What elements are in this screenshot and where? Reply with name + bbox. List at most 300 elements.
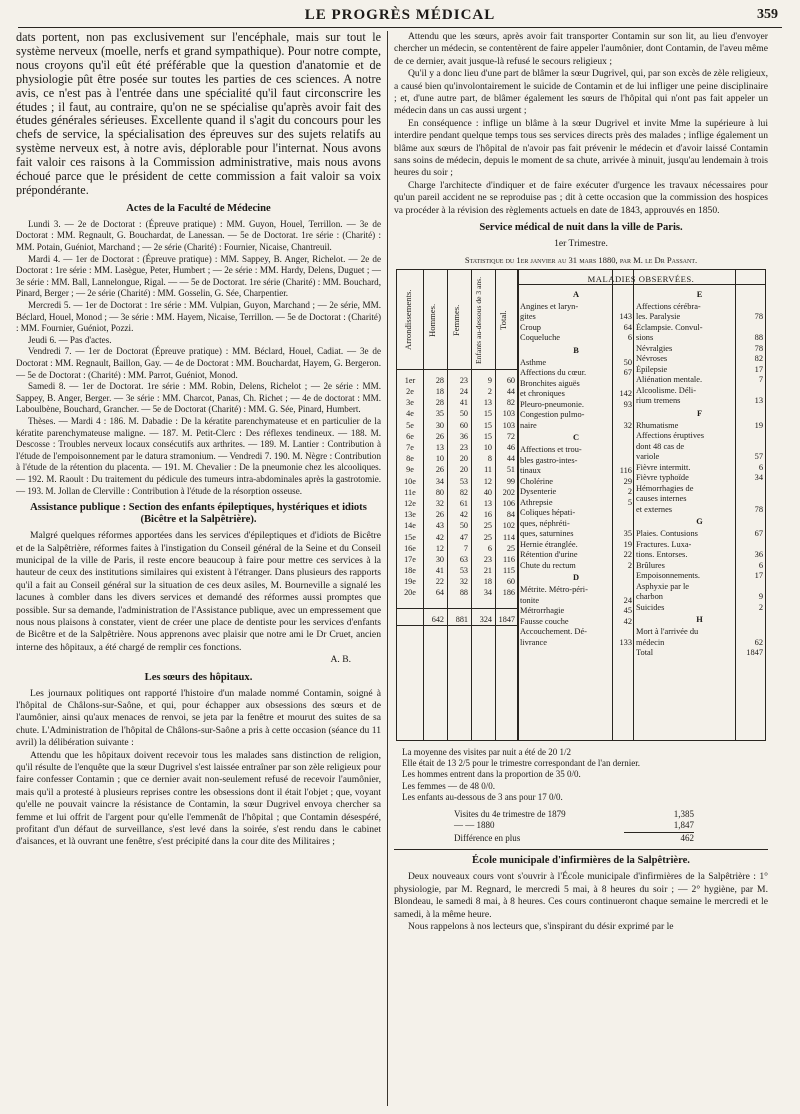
maladie-section-letter: E <box>696 289 703 299</box>
maladie-count: 78 <box>754 343 763 353</box>
maladie-label: ques, saturnines <box>520 529 574 539</box>
maladie-count: 17 <box>754 364 763 374</box>
maladie-label: Asphyxie par le <box>636 581 690 591</box>
maladie-row <box>520 358 632 369</box>
total-cell: 46 <box>506 443 515 453</box>
maladie-row <box>520 487 632 498</box>
enfants-cell: 15 <box>483 431 492 441</box>
enfants-cell: 18 <box>483 577 492 587</box>
maladie-label: Aliénation mentale. <box>636 375 703 385</box>
maladie-row <box>636 302 763 313</box>
total-cell: 186 <box>502 588 515 598</box>
hommes-cell: 12 <box>435 543 444 553</box>
actes-heading: Actes de la Faculté de Médecine <box>126 202 271 214</box>
maladie-label: Hémorrhagies de <box>636 483 694 493</box>
maladie-label: Rétention d'urine <box>520 550 578 560</box>
maladie-row <box>636 592 763 603</box>
maladie-count: 22 <box>623 550 632 560</box>
maladie-count: 1847 <box>746 648 763 658</box>
maladie-count: 17 <box>754 571 763 581</box>
maladie-count: 143 <box>619 312 632 322</box>
maladie-section-letter: B <box>573 345 579 355</box>
soeurs-heading: Les sœurs des hôpitaux. <box>144 671 253 683</box>
header-rule <box>18 27 782 28</box>
maladie-row <box>520 519 632 530</box>
maladie-section-letter: F <box>696 408 703 418</box>
femmes-cell: 61 <box>459 498 468 508</box>
maladie-label: tinaux <box>520 466 541 476</box>
arrondissement-cell: 8e <box>406 454 414 464</box>
arrondissement-cell: 13e <box>404 510 416 520</box>
maladie-count: 35 <box>623 529 632 539</box>
arrondissement-cell: 11e <box>404 487 416 497</box>
service-subtitle: 1er Trimestre. <box>554 238 608 250</box>
maladie-label: livrance <box>520 637 547 647</box>
actes-lundi: Lundi 3. — 2e de Doctorat : (Épreuve pratique) : MM. Guyon, Houel, Terrillon. — 3e de Doctorat : MM. Regnault, G. Bouchardat, de Lanessan. — 5e de Doctorat. 1re série : (Charité) : MM. Potain, Guéniot, Marchand ; — 2e série (Charité) : Fournier, Nicaise, Chantreuil. <box>16 218 381 253</box>
maladie-row <box>520 445 632 456</box>
maladie-label: Bronchites aiguës <box>520 378 580 388</box>
maladie-row <box>520 561 632 572</box>
enfants-cell: 13 <box>483 398 492 408</box>
enfants-cell: 21 <box>483 566 492 576</box>
hommes-cell: 22 <box>435 577 444 587</box>
maladie-row <box>636 561 763 572</box>
maladie-label: Coliques hépati- <box>520 508 576 518</box>
actes-theses: Thèses. — Mardi 4 : 186. M. Dabadie : De la kératite parenchymateuse et en particulier de la kératite parenchymateuse maligne. — 187. M. Petit-Clerc : Des réflexes tendineux. — 188. M. Descosse : Troubles nerveux locaux consécutifs aux arthrites. — 189. M. Lantier : Contribution à l'étude de l'empoisonnement par le datura stramonium. — Vendredi 7. 190. M. Nègre : Contribution à l'étude de la rétention du placenta. — 191. M. Chevalier : De la pneumonie chez les alcooliques. — 192. M. Raoult : Du traitement du pédicule des tumeurs intra-abdominales après la gastrotomie. — 193. M. Jollan de Clerville : Contribution à l'étude de la résorption osseuse. <box>16 415 381 496</box>
maladie-label: tions. Entorses. <box>636 550 688 560</box>
femmes-cell: 47 <box>459 532 468 542</box>
maladie-row <box>636 494 763 505</box>
maladie-row <box>520 312 632 323</box>
visits-value: 1,847 <box>673 820 694 831</box>
hommes-cell: 30 <box>435 554 444 564</box>
maladie-row <box>520 323 632 334</box>
consequence-paragraph: En conséquence : inflige un blâme à la sœur Dugrivel et invite Mme la supérieure à lui interdire pendant quelque temps tous ses services directs près des malades ; inflige également un blâme aux sœurs de l'hôpital de n'avoir pas fait prévenir le médecin et d'avoir laissé Contamin sans soins de médecin, depuis le moment de sa chute, arrivée à minuit, jusqu'au lendemain à trois heures du soir ; <box>394 117 768 179</box>
maladie-section-letter: A <box>572 289 580 299</box>
maladie-label: Chute du rectum <box>520 560 576 570</box>
enfants-cell: 15 <box>483 420 492 430</box>
maladie-label: Affections cérébra- <box>636 301 701 311</box>
maladie-label: médecin <box>636 637 665 647</box>
maladie-count: 2 <box>627 487 632 497</box>
hommes-cell: 30 <box>435 420 444 430</box>
maladie-label: variole <box>636 452 660 462</box>
femmes-cell: 88 <box>459 588 468 598</box>
femmes-column <box>449 375 468 599</box>
enfants-cell: 16 <box>483 510 492 520</box>
total-column <box>496 375 515 599</box>
maladie-count: 2 <box>758 602 763 612</box>
maladie-count: 133 <box>619 637 632 647</box>
maladie-count: 88 <box>754 333 763 343</box>
architecte-paragraph: Charge l'architecte d'indiquer et de faire exécuter d'urgence les travaux nécessaires pour qu'un pareil accident ne se reproduise pas ; dit à cette occasion que la commission des hospices va procéder à la révision des règlements actuels en date de 1843, approuvés en 1850. <box>394 179 768 216</box>
total-cell: 44 <box>506 387 515 397</box>
maladie-label: Empoisonnements. <box>636 571 700 581</box>
ecole-heading: École municipale d'infirmières de la Salpêtrière. <box>472 855 690 867</box>
maladie-row <box>520 389 632 400</box>
visits-value: 1,385 <box>673 808 694 819</box>
total-cell: 72 <box>506 431 515 441</box>
page-header <box>18 4 782 26</box>
maladie-row <box>636 529 763 540</box>
service-heading: Service médical de nuit dans la ville de Paris. <box>479 222 683 234</box>
maladie-count: 7 <box>758 375 763 385</box>
maladie-label: Pleuro-pneumonie. <box>520 399 584 409</box>
soeurs-paragraph-2: Attendu que les hôpitaux doivent recevoir tous les malades sans distinction de religion, qu'il résulte de l'enquête que la sœur Dugrivel s'est laissée entraîner par son zèle religieux pour faire confesser Contamin ; que ce dernier avait non-seulement refusé de recevoir l'aumônier, mais qu'il a protesté à plusieurs reprises contre les obsessions dont il était l'objet ; que, voyant qu'elle ne pouvait vaincre la résistance de Contamin, la sœur Dugrivel envoya chercher sa femme et lui offrit de l'argent pour qu'elle l'emmenât de l'hôpital ; que Contamin désespéré, profitant d'un défaut de surveillance, s'est levé dans la soirée, s'est rendu dans le cabinet d'aisances, et là ouvrant une fenêtre, s'est précipité dans la cour dite des Militaires ; <box>16 749 381 848</box>
enfants-cell: 13 <box>483 498 492 508</box>
page-number: 359 <box>757 7 778 22</box>
summary-line <box>402 747 760 758</box>
visits-label: Différence en plus <box>454 832 521 843</box>
maladie-label: Métrorrhagie <box>520 606 565 616</box>
assistance-paragraph: Malgré quelques réformes apportées dans les services d'épileptiques et d'idiots de Bicêtre et de la Salpêtrière, réformes faites à l'instigation du Conseil général de la Seine et du Conseil municipal de la ville de Paris, il reste encore beaucoup à faire pour mettre ces services à la hauteur de ceux des institutions similaires qui existent à l'étranger. Dans plusieurs des rapports qu'il a fait au Conseil général sur la situation de ces deux asiles, M. Bourneville a signalé les lacunes à combler dans les divers services et demandé des réformes aussi promptes que possible. Sur sa demande, l'administration de l'Assistance publique, avec un empressement que nous nous plaisons à constater, vient de créer une place de dentiste pour les services d'enfants de Bicêtre et de la Salpêtrière. Nous apprenons avec plaisir que notre ami le Dr Cruet, ancien interne des hôpitaux, a été chargé de remplir ces fonctions. <box>16 530 381 653</box>
femmes-cell: 23 <box>459 375 468 385</box>
maladie-count: 67 <box>623 368 632 378</box>
hommes-cell: 80 <box>435 487 444 497</box>
total-cell: 60 <box>506 375 515 385</box>
maladie-count: 50 <box>623 357 632 367</box>
header-enfants: Enfants au-dessous de 3 ans. <box>474 276 483 364</box>
summary-text: Les enfants au-dessous de 3 ans pour 17 0/0. <box>402 791 563 802</box>
statistics-caption: Statistique du 1er janvier au 31 mars 1880, par M. le Dr Passant. <box>464 254 698 265</box>
maladie-label: Dysenterie <box>520 487 557 497</box>
maladie-label: Fractures. Luxa- <box>636 539 692 549</box>
maladie-label: sions <box>636 333 654 343</box>
maladie-count: 42 <box>623 616 632 626</box>
maladie-label: Croup <box>520 322 541 332</box>
maladie-count: 9 <box>758 592 763 602</box>
header-hommes: Hommes. <box>427 303 437 337</box>
enfants-cell: 15 <box>483 409 492 419</box>
femmes-cell: 7 <box>463 543 468 553</box>
actes-mercredi: Mercredi 5. — 1er de Doctorat : 1re série : MM. Vulpian, Guyon, Marchand ; — 2e série, MM. Béclard, Houel, Monod ; — 3e série : MM. Hayem, Nicaise, Terrillon. — 5e de Doctorat : (Charité) : MM. Fournier, Guéniot, Pozzi. <box>16 300 381 334</box>
maladie-row <box>636 463 763 474</box>
enfants-cell: 25 <box>483 532 492 542</box>
maladie-row <box>520 508 632 519</box>
total-cell: 82 <box>506 398 515 408</box>
maladie-row <box>520 540 632 551</box>
total-cell: 114 <box>503 532 515 542</box>
maladie-label: Affections du cœur. <box>520 368 587 378</box>
enfants-cell: 23 <box>483 554 492 564</box>
maladie-label: gites <box>520 312 536 322</box>
maladies-column-1 <box>520 288 632 649</box>
hommes-cell: 26 <box>435 510 444 520</box>
total-general: 1847 <box>498 614 515 624</box>
enfants-cell: 34 <box>483 588 492 598</box>
section-rule <box>394 849 768 850</box>
maladie-count: 6 <box>758 560 763 570</box>
maladie-row <box>520 368 632 379</box>
assistance-heading: Assistance publique : Section des enfants épileptiques, hystériques et idiots (Bicêtre et la Salpêtrière). <box>30 502 367 526</box>
maladie-row <box>636 365 763 376</box>
maladie-row <box>520 606 632 617</box>
total-femmes: 881 <box>455 614 468 624</box>
enfants-column <box>473 375 492 599</box>
arrondissement-cell: 12e <box>404 498 416 508</box>
femmes-cell: 41 <box>459 398 468 408</box>
maladie-row <box>520 550 632 561</box>
arrondissement-cell: 10e <box>404 476 416 486</box>
maladie-label: charbon <box>636 592 663 602</box>
hommes-cell: 26 <box>435 431 444 441</box>
arrondissement-cell: 1er <box>404 375 416 385</box>
maladie-row <box>636 638 763 649</box>
maladie-label: naire <box>520 420 537 430</box>
maladie-label: Mort à l'arrivée du <box>636 627 699 637</box>
hommes-cell: 35 <box>435 409 444 419</box>
visits-summary <box>402 747 760 803</box>
maladie-section-letter: H <box>696 615 703 625</box>
femmes-cell: 32 <box>459 577 468 587</box>
maladie-label: ques, néphréti- <box>520 518 570 528</box>
hommes-cell: 18 <box>435 387 444 397</box>
maladie-label: Cholérine <box>520 476 554 486</box>
actes-vendredi: Vendredi 7. — 1er de Doctorat (Épreuve pratique) : MM. Béclard, Houel, Cadiat. — 3e de Doctorat : MM. Regnault, Baillon, Gay. — 4e de Doctorat : MM. Bouchardat, Hayem, G. Bergeron. — 5e de Doctorat : (Charité) : MM. Parrot, Guéniot, Monod. <box>16 346 381 380</box>
maladie-label: Affections éruptives <box>636 431 704 441</box>
maladie-row <box>520 585 632 596</box>
arrondissement-cell: 14e <box>404 521 416 531</box>
maladie-label: Fièvre typhoïde <box>636 473 689 483</box>
maladie-row <box>636 505 763 516</box>
femmes-cell: 36 <box>459 431 468 441</box>
summary-text: Les hommes entrent dans la proportion de 35 0/0. <box>402 769 581 780</box>
hommes-column <box>425 375 444 599</box>
maladie-label: les. Paralysie <box>636 312 681 322</box>
hommes-cell: 10 <box>435 454 444 464</box>
summary-text: Les femmes — de 48 0/0. <box>402 780 495 791</box>
maladie-label: Névroses <box>636 354 668 364</box>
left-column <box>16 31 381 1106</box>
maladie-count: 24 <box>623 595 632 605</box>
maladie-row <box>636 648 763 659</box>
total-cell: 103 <box>502 409 515 419</box>
maladie-label: et chroniques <box>520 389 565 399</box>
maladie-row <box>636 312 763 323</box>
hommes-cell: 42 <box>435 532 444 542</box>
maladie-label: Fausse couche <box>520 616 569 626</box>
hommes-cell: 28 <box>435 375 444 385</box>
visits-label: — — 1880 <box>454 820 495 831</box>
enfants-cell: 11 <box>484 465 492 475</box>
maladie-label: bles gastro-intes- <box>520 455 578 465</box>
arrondissement-cell: 20e <box>404 588 416 598</box>
maladie-count: 13 <box>754 396 763 406</box>
summary-line <box>402 792 760 803</box>
summary-line <box>402 769 760 780</box>
actes-mardi: Mardi 4. — 1er de Doctorat : (Épreuve pratique) : MM. Sappey, B. Anger, Richelot. — 2e de Doctorat : 1re série : MM. Lasègue, Peter, Humbert ; — 2e série : MM. Hardy, Delens, Duguet ; — 3e série : MM. Ball, Lannelongue, Rigal. — — 5e de Doctorat. 1re série (Charité) : MM. Bouchard, Pinard, Berger ; — 2e série (Charité) : MM. Gosselin, G. Sée, Charpentier. <box>16 253 381 299</box>
total-cell: 44 <box>506 454 515 464</box>
maladie-count: 64 <box>623 322 632 332</box>
maladie-row <box>636 603 763 614</box>
enfants-cell: 25 <box>483 521 492 531</box>
total-cell: 106 <box>502 498 515 508</box>
header-total: Total. <box>498 310 508 330</box>
enfants-cell: 8 <box>487 454 492 464</box>
maladie-count: 78 <box>754 504 763 514</box>
maladie-label: causes internes <box>636 494 687 504</box>
maladies-heading: MALADIES OBSERVÉES. <box>587 273 695 284</box>
actes-samedi: Samedi 8. — 1er de Doctorat. 1re série : MM. Robin, Delens, Richelot ; — 2e série : MM. Sappey, B. Anger, Berger. — 3e série : MM. Charcot, Panas, Ch. Richet ; — 4e de doctorat : MM. Laboulbène, Bouchard, Grancher. — 5e de Doctorat (Charité) : MM. G. Sée, Pinard, Humbert. <box>16 381 381 415</box>
maladie-row <box>520 333 632 344</box>
maladie-count: 32 <box>623 420 632 430</box>
femmes-cell: 60 <box>459 420 468 430</box>
maladie-row <box>520 627 632 638</box>
maladie-row <box>636 452 763 463</box>
arrondissement-cell: 7e <box>406 443 414 453</box>
maladie-section-letter: G <box>696 517 703 527</box>
total-cell: 202 <box>502 487 515 497</box>
maladie-row <box>636 473 763 484</box>
hommes-cell: 41 <box>435 566 444 576</box>
summary-text: La moyenne des visites par nuit a été de 20 1/2 <box>402 746 571 757</box>
hommes-cell: 34 <box>435 476 444 486</box>
maladie-row <box>636 582 763 593</box>
femmes-cell: 82 <box>459 487 468 497</box>
arrondissement-cell: 6e <box>406 431 414 441</box>
maladie-label: Affections et trou- <box>520 445 582 455</box>
maladie-row <box>520 302 632 313</box>
visits-line <box>454 809 694 821</box>
maladie-label: Rhumatisme <box>636 420 679 430</box>
maladie-row <box>636 627 763 638</box>
maladie-row <box>520 529 632 540</box>
maladie-row <box>636 375 763 386</box>
maladie-label: rium tremens <box>636 396 681 406</box>
arrondissement-cell: 18e <box>404 566 416 576</box>
arrondissement-cell: 9e <box>406 465 414 475</box>
intro-paragraph: dats portent, non pas exclusivement sur l'encéphale, mais sur tout le système nerveux (moelle, nerfs et grand sympathique). Pour notre compte, nous croyons qu'il eût été préférable que la question d'anatomie et de physiologie pût être posée sur toutes les parties de ces sciences. A notre avis, ce n'est pas à l'entrée dans une spécialité qu'il faut circonscrire les études ; il faut, au contraire, qu'on ne se spécialise qu'après avoir fait des études générales sérieuses. Excellente quand il s'agit du concours pour les chefs de service, la spécialisation des épreuves sur des sujets relatifs au système nerveux est, à notre avis, déplorable pour l'internat. Nous avons fait valoir ces raisons à la Commission administrative, mais nous avons échoué parce que le président de cette commission a fait valoir sa voix prépondérante. <box>16 31 381 197</box>
maladie-row <box>520 410 632 421</box>
maladie-label: Métrite. Métro-péri- <box>520 585 588 595</box>
maladie-label: Suicides <box>636 602 665 612</box>
maladie-row <box>520 617 632 628</box>
maladie-label: Éclampsie. Convul- <box>636 322 703 332</box>
maladie-row <box>636 571 763 582</box>
maladie-count: 34 <box>754 473 763 483</box>
maladie-label: Congestion pulmo- <box>520 410 585 420</box>
maladie-count: 6 <box>627 333 632 343</box>
arrondissement-cell: 17e <box>404 554 416 564</box>
maladie-section-letter: C <box>572 433 580 443</box>
hommes-cell: 32 <box>435 498 444 508</box>
hommes-cell: 26 <box>435 465 444 475</box>
journal-title: LE PROGRÈS MÉDICAL <box>304 7 496 23</box>
column-divider <box>387 31 388 1106</box>
maladie-label: Accouchement. Dé- <box>520 627 587 637</box>
maladie-label: Angines et laryn- <box>520 301 579 311</box>
hommes-cell: 64 <box>435 588 444 598</box>
maladie-row <box>636 344 763 355</box>
total-enfants: 324 <box>479 614 492 624</box>
total-cell: 115 <box>503 566 515 576</box>
femmes-cell: 42 <box>459 510 468 520</box>
maladie-row <box>520 379 632 390</box>
maladie-count: 2 <box>627 560 632 570</box>
maladie-count: 57 <box>754 452 763 462</box>
hommes-cell: 13 <box>435 443 444 453</box>
maladie-row <box>520 400 632 411</box>
maladie-row <box>520 421 632 432</box>
visits-line <box>454 833 694 845</box>
arrondissement-cell: 19e <box>404 577 416 587</box>
maladie-label: Plaies. Contusions <box>636 529 698 539</box>
total-cell: 103 <box>502 420 515 430</box>
maladie-label: Épilepsie <box>636 364 668 374</box>
maladie-count: 62 <box>754 637 763 647</box>
maladie-count: 5 <box>627 497 632 507</box>
maladie-row <box>636 421 763 432</box>
maladie-label: tonite <box>520 595 540 605</box>
maladie-count: 45 <box>623 606 632 616</box>
maladie-row <box>520 466 632 477</box>
maladie-label: Névralgies <box>636 343 673 353</box>
maladie-label: Athrepsie <box>520 497 553 507</box>
total-cell: 25 <box>506 543 515 553</box>
arrondissement-cell: 4e <box>406 409 414 419</box>
maladie-count: 93 <box>623 399 632 409</box>
femmes-cell: 50 <box>459 521 468 531</box>
maladie-row <box>520 596 632 607</box>
maladie-label: Brûlures <box>636 560 665 570</box>
maladie-count: 19 <box>754 420 763 430</box>
hommes-cell: 43 <box>435 521 444 531</box>
maladie-count: 82 <box>754 354 763 364</box>
ecole-paragraph-1: Deux nouveaux cours vont s'ouvrir à l'École municipale d'infirmières de la Salpêtrière : 1° physiologie, par M. Regnard, le mercredi 5 mai, à 8 heures du soir ; — 2° hygiène, par M. Blondeau, le samedi 8 mai, à 8 heures. Ces cours continueront chaque semaine le mercredi et le samedi, à la même heure. <box>394 871 768 920</box>
maladie-label: Fièvre intermitt. <box>636 462 691 472</box>
total-cell: 84 <box>506 510 515 520</box>
summary-line <box>402 781 760 792</box>
visits-value: 462 <box>680 832 694 843</box>
maladie-label: dont 48 cas de <box>636 441 685 451</box>
enfants-cell: 9 <box>487 375 492 385</box>
summary-line <box>402 758 760 769</box>
assistance-signature: A. B. <box>330 654 351 666</box>
maladies-column-2 <box>636 288 763 659</box>
maladie-count: 36 <box>754 550 763 560</box>
maladie-row <box>636 333 763 344</box>
maladie-count: 78 <box>754 312 763 322</box>
summary-text: Elle était de 13 2/5 pour le trimestre correspondant de l'an dernier. <box>402 758 641 769</box>
maladie-label: Total <box>636 648 654 658</box>
femmes-cell: 50 <box>459 409 468 419</box>
femmes-cell: 63 <box>459 554 468 564</box>
maladie-row <box>636 323 763 334</box>
arrondissement-cell: 5e <box>406 420 414 430</box>
femmes-cell: 20 <box>459 454 468 464</box>
enfants-cell: 2 <box>487 387 492 397</box>
maladie-row <box>636 396 763 407</box>
maladie-label: Alcoolisme. Déli- <box>636 385 697 395</box>
total-cell: 99 <box>506 476 515 486</box>
header-femmes: Femmes. <box>451 304 461 336</box>
arrondissement-cell: 2e <box>406 387 414 397</box>
header-arrondissements: Arrondissements. <box>403 289 413 351</box>
maladie-label: Hernie étranglée. <box>520 539 578 549</box>
maladie-row <box>636 442 763 453</box>
maladie-row <box>636 431 763 442</box>
enfants-cell: 10 <box>483 443 492 453</box>
femmes-cell: 53 <box>459 566 468 576</box>
maladie-count: 142 <box>619 389 632 399</box>
femmes-cell: 24 <box>459 387 468 397</box>
maladie-label: Coqueluche <box>520 333 561 343</box>
arrondissement-cell: 15e <box>404 532 416 542</box>
arrondissement-cell: 3e <box>406 398 414 408</box>
maladie-section-letter: D <box>572 573 580 583</box>
actes-jeudi: Jeudi 6. — Pas d'actes. <box>28 334 112 345</box>
arrondissement-cell: 16e <box>404 543 416 553</box>
